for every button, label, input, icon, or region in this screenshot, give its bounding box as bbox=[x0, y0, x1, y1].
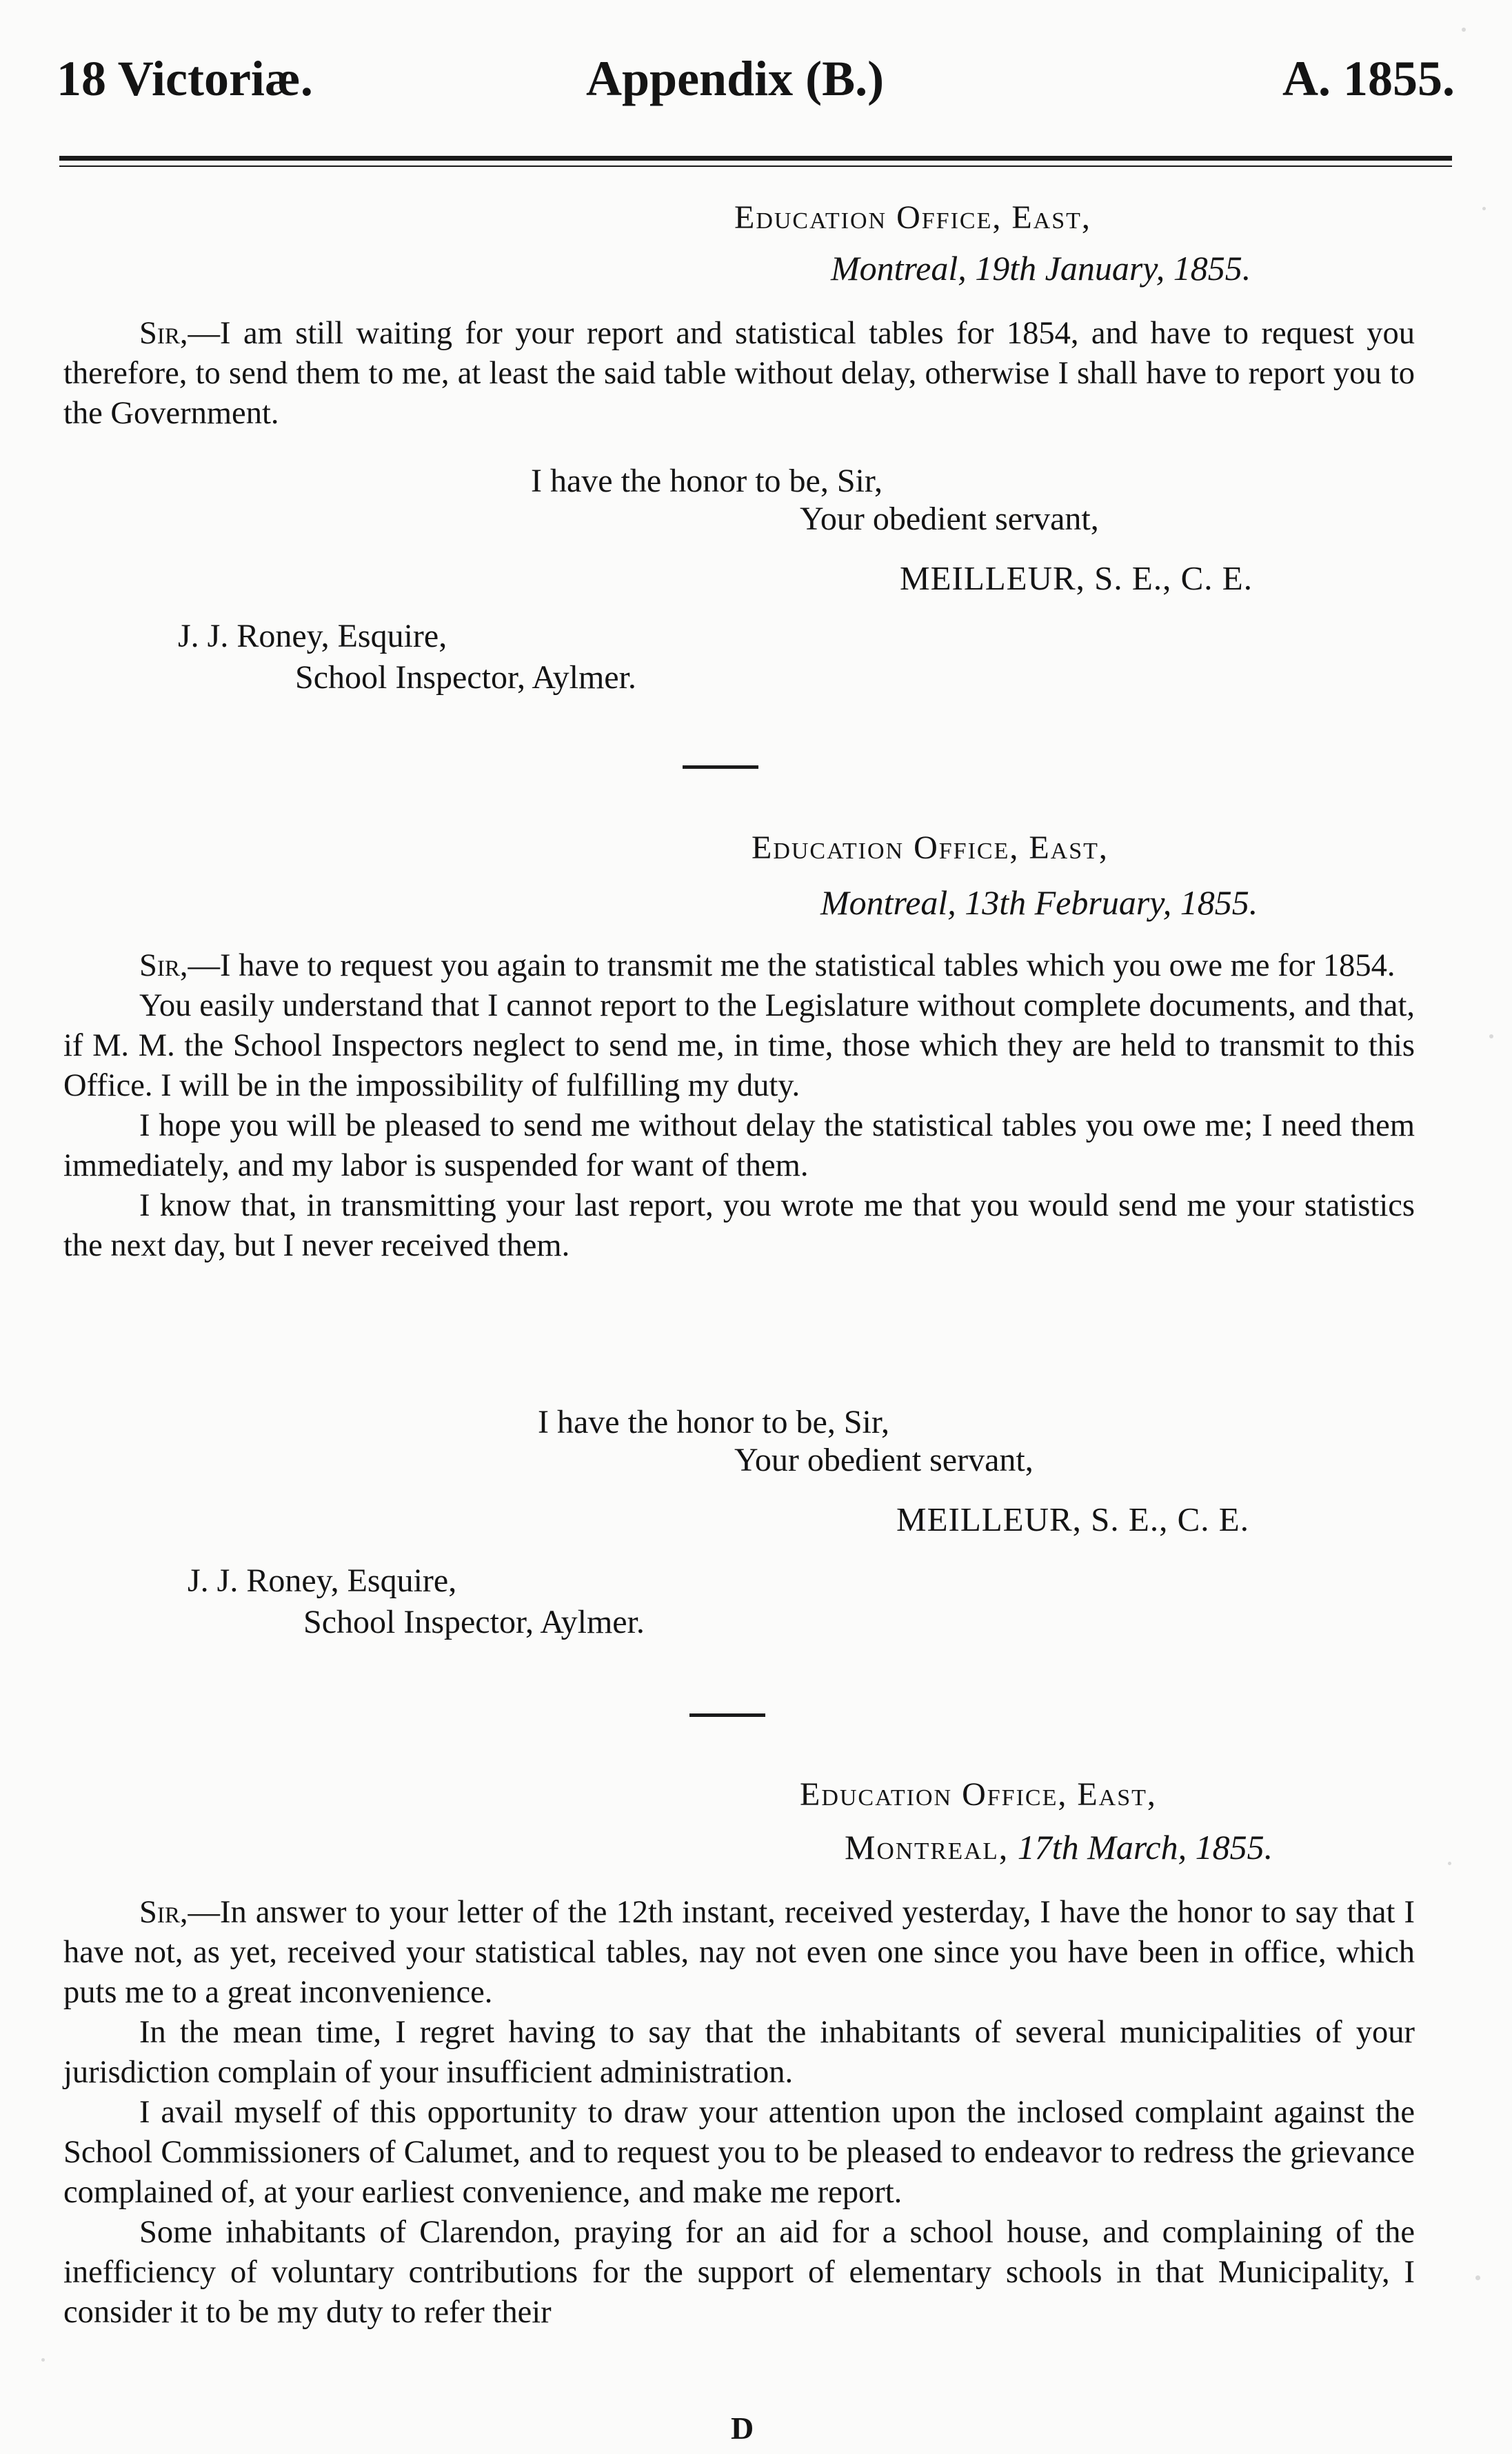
letter-3-paragraph: Some inhabitants of Clarendon, praying for an aid for a school house, and complaining of the inefficiency of voluntary contributions for the support of elementary schools in that Municipality, I consider it to be my duty to refer their bbox=[63, 2215, 1415, 2330]
letter-1-signature: MEILLEUR, S. E., C. E. bbox=[900, 559, 1253, 597]
letter-1-salutation: Sir, bbox=[139, 316, 188, 351]
letter-2-closing-2: Your obedient servant, bbox=[734, 1442, 1034, 1478]
letter-2-office: Education Office, East, bbox=[752, 829, 1109, 866]
letter-2-dateline bbox=[820, 883, 1258, 923]
scan-speckle bbox=[1475, 2275, 1480, 2280]
letter-2-salutation: Sir, bbox=[139, 948, 188, 983]
letter-3-paragraph bbox=[63, 1893, 1415, 2013]
letter-separator bbox=[689, 1713, 765, 1717]
letter-2-paragraph-text: —I have to request you again to transmit me the statistical tables which you owe me for 1854. bbox=[188, 948, 1395, 983]
letter-1-dateline-date: 19th January, 1855. bbox=[975, 249, 1251, 288]
scan-speckle bbox=[1462, 28, 1466, 32]
scan-speckle bbox=[1448, 1862, 1451, 1865]
letter-3-office: Education Office, East, bbox=[800, 1776, 1157, 1813]
letter-1-dateline bbox=[831, 248, 1251, 288]
scan-speckle bbox=[1482, 207, 1486, 210]
letter-1-body bbox=[63, 314, 1415, 434]
letter-2-addressee-1: J. J. Roney, Esquire, bbox=[188, 1562, 457, 1599]
letter-2-paragraph bbox=[63, 946, 1415, 986]
scan-speckle bbox=[41, 2358, 45, 2362]
letter-3-dateline-date: 17th March, 1855. bbox=[1017, 1828, 1273, 1867]
letter-2-paragraph: I know that, in transmitting your last report, you wrote me that you would send me your statistics the next day, but I never received them. bbox=[63, 1188, 1415, 1263]
letter-3-paragraph: I avail myself of this opportunity to draw your attention upon the inclosed complaint against the School Commissioners of Calumet, and to request you to be pleased to endeavor to redress the grievance complained of, at your earliest convenience, and make me report. bbox=[63, 2095, 1415, 2210]
letter-separator bbox=[683, 765, 758, 769]
scan-speckle bbox=[1489, 1034, 1493, 1038]
letter-1-paragraph bbox=[63, 314, 1415, 434]
header-rule-thin bbox=[59, 165, 1452, 167]
letter-2-addressee-2: School Inspector, Aylmer. bbox=[303, 1604, 645, 1640]
letter-2-body bbox=[63, 946, 1415, 1266]
letter-1-paragraph-text: —I am still waiting for your report and statistical tables for 1854, and have to request you therefore, to send them to me, at least the said table without delay, otherwise I shall have to report you to the Government. bbox=[63, 316, 1415, 431]
letter-2-signature: MEILLEUR, S. E., C. E. bbox=[896, 1500, 1249, 1538]
printer-signature-mark: D bbox=[731, 2411, 754, 2446]
letter-2-paragraph: I hope you will be pleased to send me without delay the statistical tables you owe me; I need them immediately, and my labor is suspended for want of them. bbox=[63, 1108, 1415, 1183]
running-head-left: 18 Victoriæ. bbox=[57, 51, 313, 106]
letter-3-body bbox=[63, 1893, 1415, 2333]
letter-1-addressee-2: School Inspector, Aylmer. bbox=[295, 659, 636, 696]
letter-2-dateline-date: 13th February, 1855. bbox=[965, 883, 1258, 922]
letter-1-closing-1: I have the honor to be, Sir, bbox=[531, 463, 883, 499]
letter-1-dateline-place: Montreal, bbox=[831, 249, 967, 288]
letter-1-addressee-1: J. J. Roney, Esquire, bbox=[178, 618, 447, 654]
letter-2-closing-1: I have the honor to be, Sir, bbox=[538, 1404, 889, 1440]
running-head-right: A. 1855. bbox=[1282, 51, 1455, 106]
letter-3-dateline bbox=[845, 1827, 1273, 1867]
letter-1-closing-2: Your obedient servant, bbox=[800, 501, 1099, 537]
letter-3-salutation: Sir, bbox=[139, 1895, 188, 1930]
letter-1-office: Education Office, East, bbox=[734, 199, 1091, 236]
letter-3-paragraph: In the mean time, I regret having to say that the inhabitants of several municipalities of your jurisdiction complain of your insufficient administration. bbox=[63, 2015, 1415, 2090]
header-rule bbox=[59, 156, 1452, 161]
running-head-center: Appendix (B.) bbox=[586, 51, 885, 106]
letter-3-paragraph-text: —In answer to your letter of the 12th instant, received yesterday, I have the honor to say that I have not, as yet, received your statistical tables, nay not even one since you have been in office, which puts me to a great inconvenience. bbox=[63, 1895, 1415, 2010]
letter-2-dateline-place: Montreal, bbox=[820, 883, 956, 922]
letter-2-paragraph: You easily understand that I cannot report to the Legislature without complete documents, and that, if M. M. the School Inspectors neglect to send me, in time, those which they are held to transmit to this Office. I will be in the impossibility of fulfilling my duty. bbox=[63, 988, 1415, 1103]
letter-3-dateline-place: Montreal, bbox=[845, 1828, 1009, 1867]
